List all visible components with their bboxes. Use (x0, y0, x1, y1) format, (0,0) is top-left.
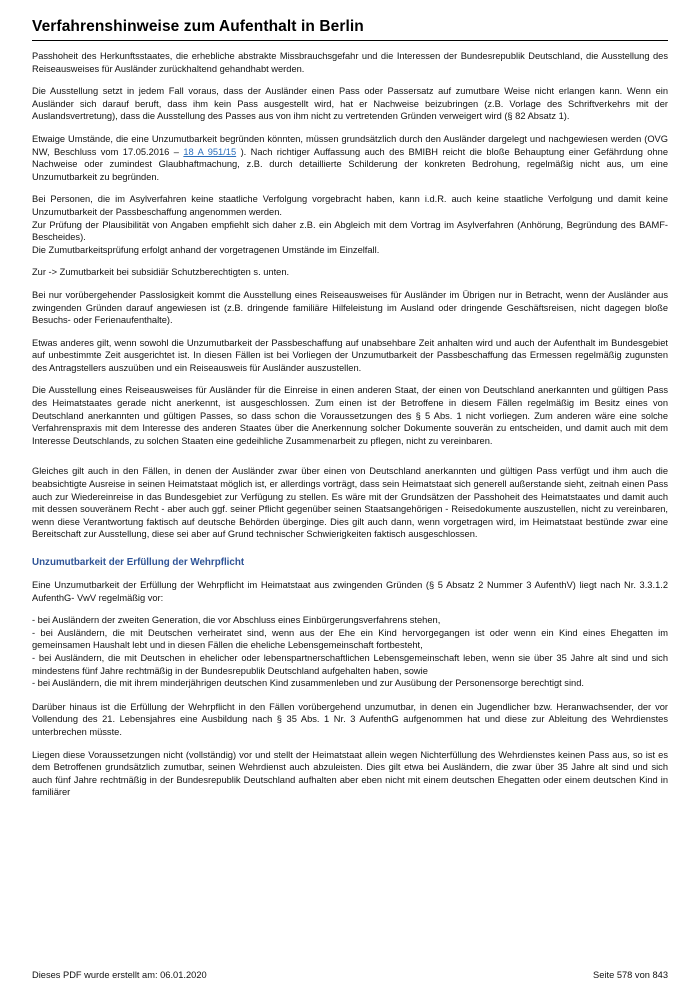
spacer (32, 457, 668, 465)
case-reference-link[interactable]: 18 A 951/15 (183, 146, 237, 157)
list-item: - bei Ausländern, die mit Deutschen verheiratet sind, wenn aus der Ehe ein Kind hervorgegangen ist oder wenn ein Kind eines Ehegatten im gemeinsamen Haushalt lebt und in diesen Fällen die eheliche Lebensgemeinschaft fortbesteht, (32, 627, 668, 651)
paragraph-5: Zur Prüfung der Plausibilität von Angaben empfiehlt sich daher z.B. ein Abgleich mit dem Vortrag im Asylverfahren (Anhörung, Begründung des BAMF-Bescheides). (32, 219, 668, 243)
paragraph-2: Die Ausstellung setzt in jedem Fall voraus, dass der Ausländer einen Pass oder Passersatz auf zumutbare Weise nicht erlangen kann. Wenn ein Ausländer sich darauf beruft, dass ihm kein Pass ausgestellt wird, hat er Nachweise beizubringen (z.B. Vorlage des Schriftverkehrs mit der Auslandsvertretung), dass die Ausstellung des Passes aus von ihm nicht zu vertretenden Gründen verweigert wird (§ 82 Absatz 1). (32, 86, 668, 122)
footer-page-number: Seite 578 von 843 (593, 970, 668, 980)
citation-text-before: Etwaige Umstände, die eine Unzumutbarkeit begründen könnten, müssen grundsätzlich durch den Ausländer dargelegt und nachgewiesen werden (OVG NW, Beschluss vom 17.05.2016 – (32, 133, 668, 157)
list-item: - bei Ausländern der zweiten Generation, die vor Abschluss eines Einbürgerungsverfahrens stehen, (32, 615, 441, 626)
paragraph-8: Bei nur vorübergehender Passlosigkeit kommt die Ausstellung eines Reiseausweises für Ausländer im Übrigen nur in Betracht, wenn der Ausländer aus zwingenden Gründen darauf angewiesen ist (z.B. dringende familiäre Hilfeleistung im Ausland oder dringende Geschäftsreisen, nicht dagegen bloße Besuchs- oder Ferienaufenthalte). (32, 289, 668, 326)
list-item: - bei Ausländern, die mit Deutschen in ehelicher oder lebenspartnerschaftlichen Lebensgemeinschaft leben, wenn sie über 35 Jahre alt sind und sich mindestens fünf Jahre rechtmäßig in der Bundesrepublik Deutschland aufgehalten haben, sowie (32, 652, 668, 676)
section-heading-wehrpflicht: Unzumutbarkeit der Erfüllung der Wehrpflicht (32, 557, 245, 568)
citation-text-after: ). Nach richtiger Auffassung auch des BMIBH reicht die bloße Behauptung einer Gefährdung ohne Nachweise oder zumindest Glaubhaftmachung, z.B. durch detaillierte Schilderung der konkreten Bedrohung, regelmäßig nicht aus, um eine Unzumutbarkeit zu begründen. (32, 146, 668, 182)
paragraph-6: Die Zumutbarkeitsprüfung erfolgt anhand der vorgetragenen Umstände im Einzelfall. (32, 244, 380, 255)
paragraph-7: Zur -> Zumutbarkeit bei subsidiär Schutzberechtigten s. unten. (32, 267, 290, 278)
page-footer (32, 970, 668, 980)
spacer (32, 690, 668, 701)
paragraph-12: Darüber hinaus ist die Erfüllung der Wehrpflicht in den Fällen vorübergehend unzumutbar, in denen ein Jugendlicher bzw. Heranwachsender, der vor Vollendung des 21. Lebensjahres eine Ausbildung nach § 35 Abs. 1 Nr. 3 AufenthG aufgenommen hat und diese zur Ableitung des Wehrdienstes unterbrechen müsste. (32, 701, 668, 737)
title-divider (32, 40, 668, 41)
paragraph-4: Bei Personen, die im Asylverfahren keine staatliche Verfolgung vorgebracht haben, kann i.d.R. auch keine staatliche Verfolgung und damit keine Unzumutbarkeit der Passbeschaffung angenommen werden. (32, 194, 668, 217)
paragraph-13: Liegen diese Voraussetzungen nicht (vollständig) vor und stellt der Heimatstaat allein wegen Nichterfüllung des Wehrdienstes keinen Pass aus, so ist es dem Betroffenen grundsätzlich zumutbar, seinen Wehrdienst auch abzuleisten. Dies gilt etwa bei Ausländern, die zwar über 35 Jahre alt sind und sich auch fünf Jahre rechtmäßig in der Bundesrepublik Deutschland aufhalten aber eben nicht mit einem deutschen Ehegatten oder einem deutschen Kind in familiärer (32, 749, 668, 798)
paragraph-1: Passhoheit des Herkunftsstaates, die erhebliche abstrakte Missbrauchsgefahr und die Interessen der Bundesrepublik Deutschland, die Ausstellung des Reiseausweises für Ausländer zurückhaltend gehandhabt werden. (32, 51, 668, 74)
page-title: Verfahrenshinweise zum Aufenthalt in Berlin (32, 18, 364, 35)
paragraph-10: Die Ausstellung eines Reiseausweises für Ausländer für die Einreise in einen anderen Staat, der einen von Deutschland anerkannten und gültigen Pass des Heimatstaates gerade nicht anerkennt, ist ausgeschlossen. Zum einen ist der Betroffene in diesem Fällen regelmäßig im Besitz eines von Deutschland anerkannten und gültigen Passes, so dass schon die Voraussetzungen des § 5 Abs. 1 nicht vorliegen. Zum anderen wäre eine solche Verfahrenspraxis mit dem Interesse des anderen Staates über die Anerkennung solcher Dokumente souverän zu entscheiden, und damit auch mit dem Interesse Deutschlands, zu solchen Staaten eine gedeihliche Zusammenarbeit zu pflegen, nicht zu vereinbaren. (32, 385, 668, 446)
paragraph-9: Etwas anderes gilt, wenn sowohl die Unzumutbarkeit der Passbeschaffung auf unabsehbare Zeit anhalten wird und auch der Aufenthalt im Bundesgebiet auf unbestimmte Zeit ausgerichtet ist. In diesen Fällen ist bei Vorliegen der Unzumutbarkeit der Passbeschaffung das Ermessen regelmäßig zugunsten des Antragstellers auszuüben und ein Reiseausweis für Ausländer auszustellen. (32, 337, 668, 373)
paragraph-11: Gleiches gilt auch in den Fällen, in denen der Ausländer zwar über einen von Deutschland anerkannten und gültigen Pass verfügt und ihm auch die beabsichtigte Ausreise in seinen Heimatstaat möglich ist, er allerdings vorträgt, dass sein Heimatstaat sich generell außerstande sieht, zeitnah einen Pass auch zur Wiedereinreise in das Bundesgebiet zur Verfügung zu stellen. Es wäre mit der Grundsätzen der Passhoheit des Heimatstaates und damit auch mit dessen souveränem Recht - aber auch ggf. seiner Pflicht gegenüber seinen Staatsangehörigen - Reisedokumente auszustellen, nicht zu vereinbaren, wenn diese Verantwortung faktisch auf deutsche Behörden überginge. Dies gilt auch dann, wenn vorgetragen wird, im Heimatstaat bestünde zwar eine Bereitschaft zur Ausstellung, diese sei aber auf Grund technischer Schwierigkeiten faktisch ausgeschlossen. (32, 466, 668, 540)
paragraph-with-citation-link (32, 133, 668, 183)
section-intro: Eine Unzumutbarkeit der Erfüllung der Wehrpflicht im Heimatstaat aus zwingenden Gründen (§ 5 Absatz 2 Nummer 3 AufenthV) liegt nach Nr. 3.3.1.2 AufenthG- VwV regelmäßig vor: (32, 580, 668, 603)
footer-created-date: Dieses PDF wurde erstellt am: 06.01.2020 (32, 970, 207, 980)
list-item: - bei Ausländern, die mit ihrem minderjährigen deutschen Kind zusammenleben und zur Ausübung der Personensorge berechtigt sind. (32, 678, 584, 689)
bullet-list (32, 614, 668, 690)
